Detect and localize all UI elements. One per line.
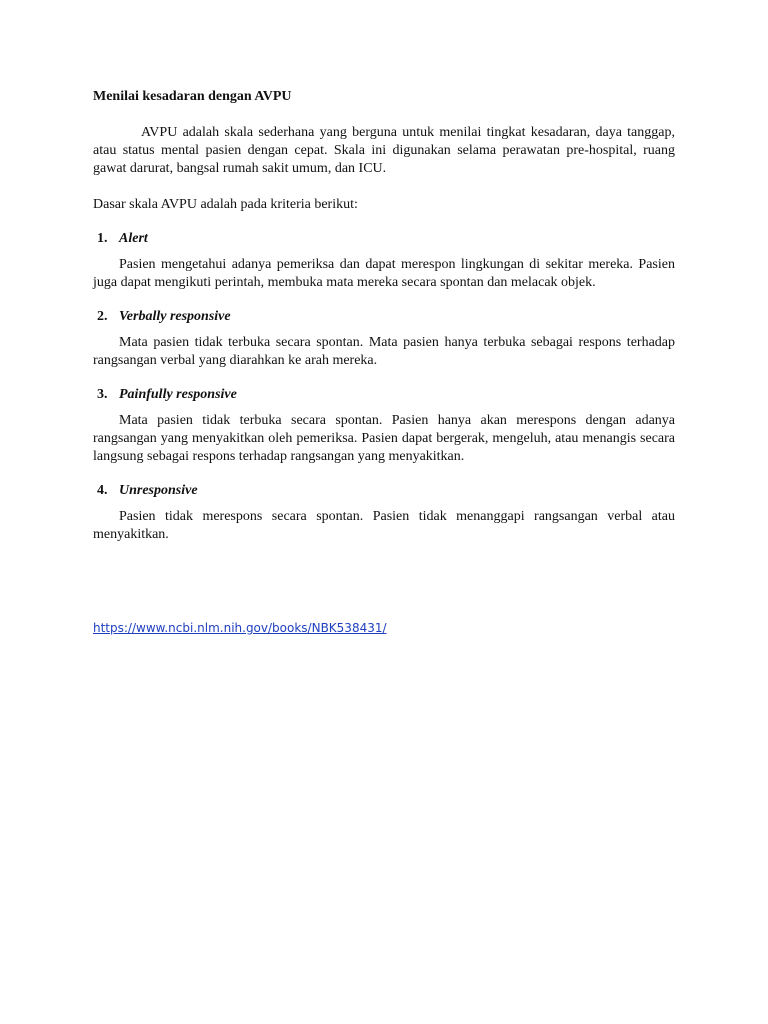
item-number: 3. bbox=[97, 387, 108, 402]
item-number: 2. bbox=[97, 309, 108, 324]
item-description: Mata pasien tidak terbuka secara spontan. Pasien hanya akan merespons dengan adanya rangsangan yang menyakitkan oleh pemeriksa. Pasien dapat bergerak, mengeluh, atau menangis secara langsung sebagai respons terhadap rangsangan yang menyakitkan. bbox=[93, 413, 675, 464]
intro-paragraph: AVPU adalah skala sederhana yang berguna untuk menilai tingkat kesadaran, daya tanggap, atau status mental pasien dengan cepat. Skala ini digunakan selama perawatan pre-hospital, ruang gawat darurat, bangsal rumah sakit umum, dan ICU. bbox=[93, 125, 675, 176]
source-link-container bbox=[93, 619, 387, 637]
criteria-heading bbox=[93, 230, 675, 248]
item-term: Painfully responsive bbox=[119, 387, 237, 402]
item-term: Unresponsive bbox=[119, 483, 198, 498]
document-page bbox=[93, 88, 675, 544]
criteria-item-unresponsive bbox=[93, 482, 675, 544]
criteria-item-painfully-responsive bbox=[93, 386, 675, 466]
criteria-heading bbox=[93, 308, 675, 326]
source-link[interactable]: https://www.ncbi.nlm.nih.gov/books/NBK538431/ bbox=[93, 621, 387, 635]
criteria-item-alert bbox=[93, 230, 675, 292]
item-number: 4. bbox=[97, 483, 108, 498]
criteria-intro: Dasar skala AVPU adalah pada kriteria berikut: bbox=[93, 197, 358, 212]
criteria-heading bbox=[93, 482, 675, 500]
item-description: Pasien tidak merespons secara spontan. Pasien tidak menanggapi rangsangan verbal atau menyakitkan. bbox=[93, 509, 675, 542]
document-title: Menilai kesadaran dengan AVPU bbox=[93, 89, 292, 104]
item-term: Verbally responsive bbox=[119, 309, 231, 324]
item-number: 1. bbox=[97, 231, 108, 246]
criteria-heading bbox=[93, 386, 675, 404]
criteria-item-verbally-responsive bbox=[93, 308, 675, 370]
item-term: Alert bbox=[119, 231, 148, 246]
item-description: Mata pasien tidak terbuka secara spontan. Mata pasien hanya terbuka sebagai respons terhadap rangsangan verbal yang diarahkan ke arah mereka. bbox=[93, 335, 675, 368]
item-description: Pasien mengetahui adanya pemeriksa dan dapat merespon lingkungan di sekitar mereka. Pasien juga dapat mengikuti perintah, membuka mata mereka secara spontan dan melacak objek. bbox=[93, 257, 675, 290]
